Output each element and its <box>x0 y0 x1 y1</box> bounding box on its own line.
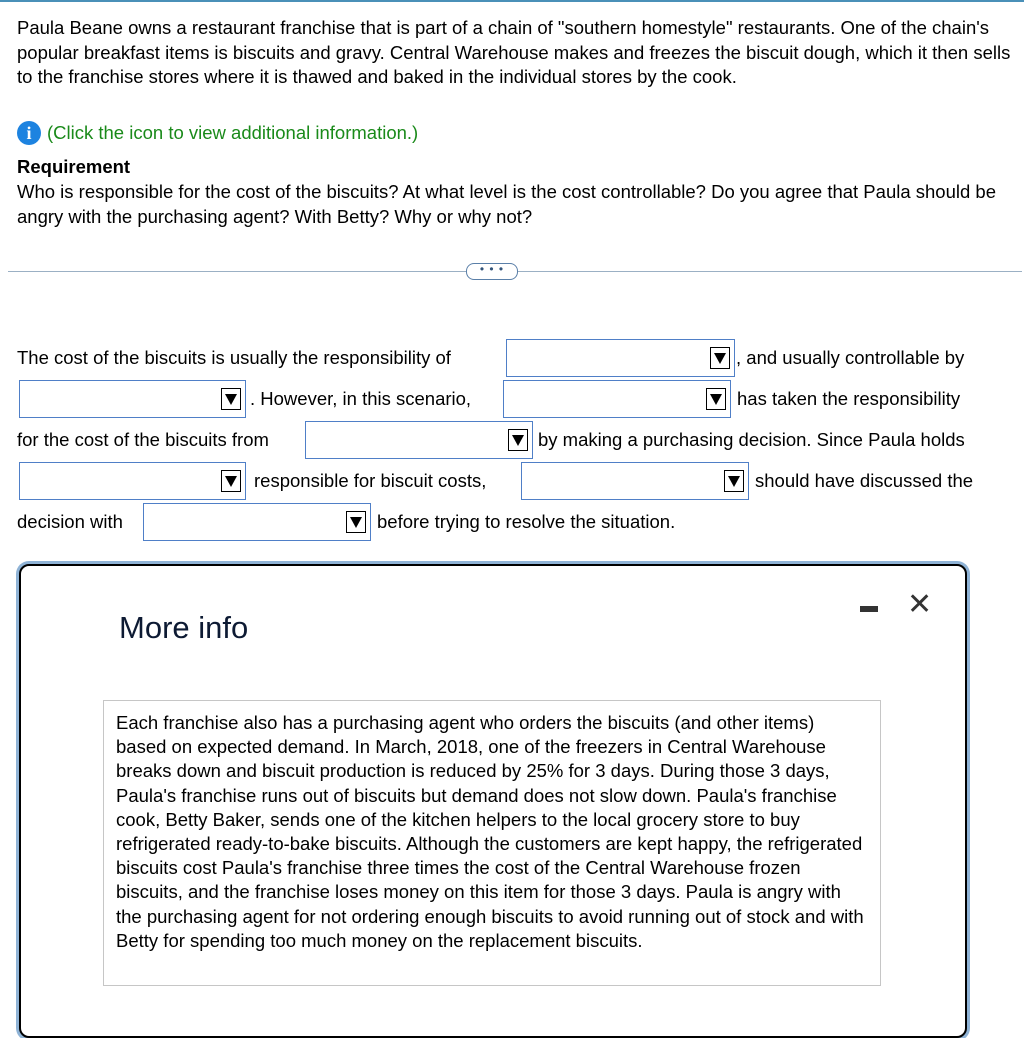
answer-text-3: . However, in this scenario, <box>250 388 472 409</box>
dropdown-6[interactable] <box>521 462 749 500</box>
chevron-down-icon <box>706 388 726 410</box>
chevron-down-icon <box>710 347 730 369</box>
answer-text-9: decision with <box>17 511 123 532</box>
requirement-title: Requirement <box>17 156 131 177</box>
chevron-down-icon <box>508 429 528 451</box>
close-icon[interactable]: ✕ <box>907 588 933 621</box>
info-link[interactable]: (Click the icon to view additional information.) <box>47 122 419 143</box>
answer-text-10: before trying to resolve the situation. <box>377 511 676 532</box>
answer-text-4: has taken the responsibility <box>737 388 961 409</box>
chevron-down-icon <box>346 511 366 533</box>
chevron-down-icon <box>221 388 241 410</box>
more-info-modal <box>19 564 967 1038</box>
answer-text-8: should have discussed the <box>755 470 974 491</box>
chevron-down-icon <box>221 470 241 492</box>
problem-intro: Paula Beane owns a restaurant franchise that is part of a chain of "southern homestyle" restaurants. One of the chain's popular breakfast items is biscuits and gravy. Central Warehouse makes and freezes the biscuit dough, which it then sells to the franchise stores where it is thawed and baked in the individual stores by the cook. <box>17 17 1011 87</box>
chevron-down-icon <box>724 470 744 492</box>
expand-ellipsis-button[interactable]: • • • <box>466 263 518 280</box>
answer-text-7: responsible for biscuit costs, <box>254 470 487 491</box>
info-link-row[interactable] <box>17 121 418 145</box>
dropdown-4[interactable] <box>305 421 533 459</box>
top-border <box>0 0 1024 2</box>
dropdown-7[interactable] <box>143 503 371 541</box>
modal-title: More info <box>119 610 249 645</box>
dropdown-5[interactable] <box>19 462 246 500</box>
answer-text-5: for the cost of the biscuits from <box>17 429 269 450</box>
requirement-text: Who is responsible for the cost of the biscuits? At what level is the cost controllable? Do you agree that Paula should be angry with the purchasing agent? With Betty? Why or why not? <box>17 181 997 227</box>
answer-text-2: , and usually controllable by <box>736 347 965 368</box>
dropdown-1[interactable] <box>506 339 735 377</box>
dropdown-3[interactable] <box>503 380 731 418</box>
answer-text-1: The cost of the biscuits is usually the responsibility of <box>17 347 451 368</box>
minimize-icon[interactable] <box>860 606 878 612</box>
info-icon[interactable]: i <box>17 121 41 145</box>
dropdown-2[interactable] <box>19 380 246 418</box>
more-info-text: Each franchise also has a purchasing agent who orders the biscuits (and other items) based on expected demand. In March, 2018, one of the freezers in Central Warehouse breaks down and biscuit production is reduced by 25% for 3 days. During those 3 days, Paula's franchise runs out of biscuits but demand does not slow down. Paula's franchise cook, Betty Baker, sends one of the kitchen helpers to the local grocery store to buy refrigerated ready-to-bake biscuits. Although the customers are kept happy, the refrigerated biscuits cost Paula's franchise three times the cost of the Central Warehouse frozen biscuits, and the franchise loses money on this item for those 3 days. Paula is angry with the purchasing agent for not ordering enough biscuits to avoid running out of stock and with Betty for spending too much money on the replacement biscuits. <box>103 700 881 986</box>
answer-text-6: by making a purchasing decision. Since Paula holds <box>538 429 965 450</box>
